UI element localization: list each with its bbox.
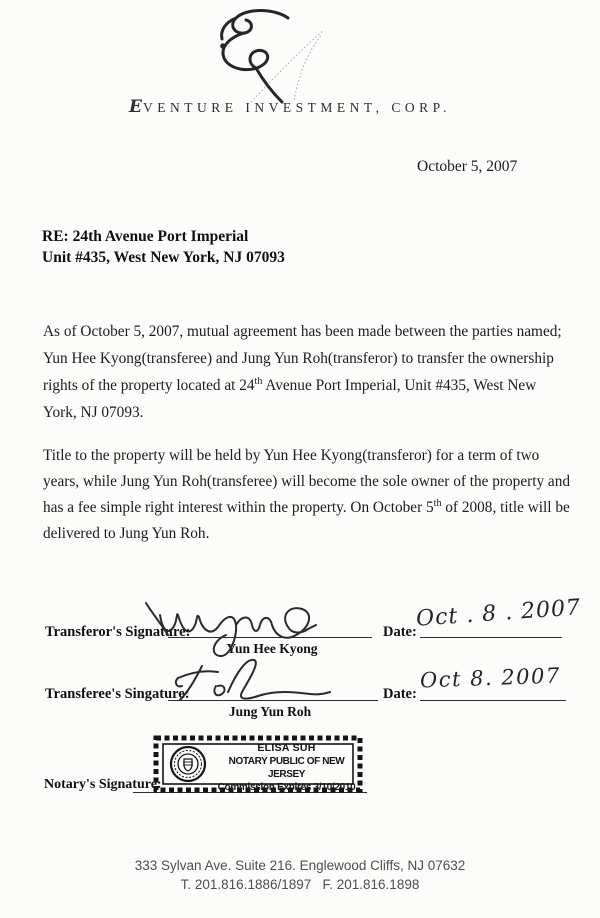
transferee-signature-handwriting	[172, 652, 352, 707]
transferor-date-label: Date:	[383, 624, 417, 640]
transferor-signature-handwriting	[138, 585, 343, 660]
stamp-text	[214, 742, 359, 794]
paragraph-1-text: As of October 5, 2007, mutual agreement has been made between the parties named; Yun Hee Kyong(transferee) and Jung Yun Roh(transferor) to transfer the ownership rights of the property located at 24	[43, 323, 562, 394]
stamp-notary-title: NOTARY PUBLIC OF NEW JERSEY	[228, 756, 345, 780]
transferor-date-handwriting: Oct . 8 . 2007	[415, 595, 582, 632]
notary-stamp	[152, 734, 364, 794]
re-line-1: RE: 24th Avenue Port Imperial	[42, 228, 249, 245]
paragraph-1-text-after: Avenue Port Imperial, Unit #435, West New York, NJ 07093.	[43, 377, 537, 421]
paragraph-1-superscript: th	[254, 375, 263, 387]
transferor-signature-label: Transferor's Signature:	[45, 624, 191, 640]
stamp-commission-line: Commission Expires 3/10/2010	[217, 782, 356, 793]
letter-date: October 5, 2007	[417, 158, 518, 175]
transferor-date-line	[420, 637, 562, 638]
company-name-rest: VENTURE INVESTMENT, CORP.	[142, 100, 451, 115]
paragraph-2-superscript: th	[433, 497, 442, 509]
transferee-date-label: Date:	[383, 686, 417, 702]
paragraph-1	[43, 318, 573, 426]
paragraph-2-text: Title to the property will be held by Yun Hee Kyong(transferor) for a term of two years, while Jung Yun Roh(transferee) will become the sole owner of the property and has a fee simple right interest within the property. On October 5	[43, 447, 571, 516]
stamp-notary-name: ELISA SUH	[257, 742, 316, 754]
transferee-date-line	[420, 700, 566, 701]
transferee-signature-label: Transferee's Singature:	[45, 686, 190, 702]
re-block	[42, 226, 285, 268]
footer-address: 333 Sylvan Ave. Suite 216. Englewood Cliffs, NJ 07632	[134, 858, 466, 873]
transferee-printed-name: Jung Yun Roh	[228, 704, 312, 719]
transferor-printed-name: Yun Hee Kyong	[226, 641, 318, 656]
transferee-date-handwriting: Oct 8. 2007	[419, 663, 562, 693]
notary-signature-label: Notary's Signature:	[44, 777, 162, 792]
company-initial: E	[129, 97, 142, 117]
state-seal-icon	[171, 747, 205, 781]
monogram-icon	[196, 8, 346, 106]
company-name	[10, 97, 570, 117]
paragraph-2	[43, 443, 573, 547]
paragraph-2-text-after: of 2008, title will be delivered to Jung Yun Roh.	[43, 499, 570, 542]
re-line-2: Unit #435, West New York, NJ 07093	[42, 249, 285, 266]
footer-phones: T. 201.816.1886/1897 F. 201.816.1898	[180, 877, 420, 892]
